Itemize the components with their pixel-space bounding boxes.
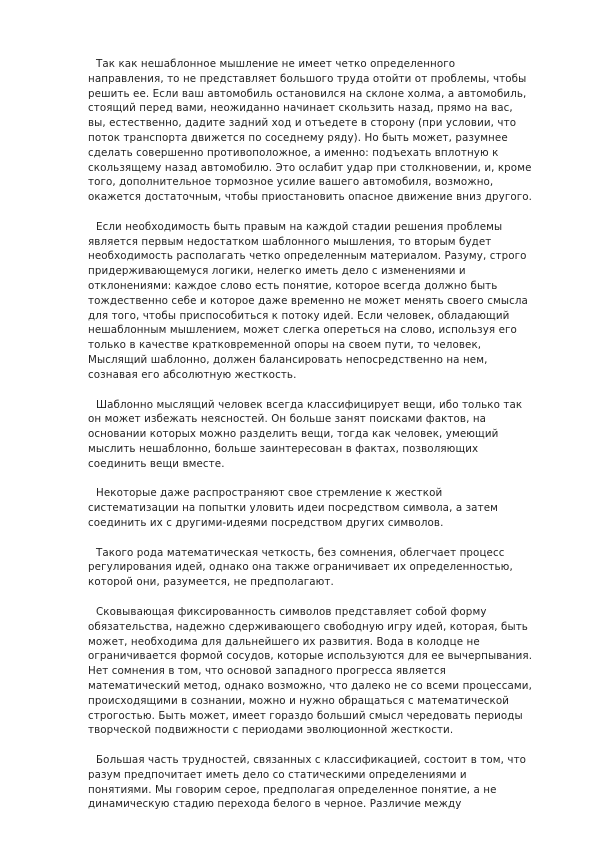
text-line: Сковывающая фиксированность символов представляет собой форму <box>96 605 487 618</box>
text-line: мыслить нешаблонно, больше заинтересован в фактах, позволяющих <box>88 442 479 455</box>
text-line: происходящими в сознании, можно и нужно обращаться с математической <box>88 694 510 707</box>
text-line: которой они, разумеется, не предполагают. <box>88 576 334 589</box>
paragraph <box>88 57 553 205</box>
text-line: является первым недостатком шаблонного мышления, то вторым будет <box>88 235 492 248</box>
text-line: сознавая его абсолютную жесткость. <box>88 368 297 381</box>
text-line: Некоторые даже распространяют свое стремление к жесткой <box>96 487 443 500</box>
text-line: ограничивается формой сосудов, которые используются для ее вычерпывания. <box>88 650 533 663</box>
text-line: отклонениями: каждое слово есть понятие, которое всегда должно быть <box>88 280 498 293</box>
text-line: Если необходимость быть правым на каждой стадии решения проблемы <box>96 220 503 233</box>
paragraph <box>88 220 553 383</box>
text-line: сделать совершенно противоположное, а именно: подъехать вплотную к <box>88 146 499 159</box>
text-line: Нет сомнения в том, что основой западного прогресса является <box>88 665 446 678</box>
text-line: только в качестве кратковременной опоры на своем пути, то человек, <box>88 339 482 352</box>
text-line: того, дополнительное тормозное усилие вашего автомобиля, возможно, <box>88 176 494 189</box>
text-line: разум предпочитает иметь дело со статическими определениями и <box>88 768 467 781</box>
paragraph <box>88 546 553 590</box>
text-line: решить ее. Если ваш автомобиль остановился на склоне холма, а автомобиль, <box>88 87 527 100</box>
text-line: систематизации на попытки уловить идеи посредством символа, а затем <box>88 502 498 515</box>
text-line: Такого рода математическая четкость, без сомнения, облегчает процесс <box>96 546 505 559</box>
text-line: Мыслящий шаблонно, должен балансировать непосредственно на нем, <box>88 354 488 367</box>
text-line: может, необходима для дальнейшего их развития. Вода в колодце не <box>88 635 480 648</box>
paragraph <box>88 398 553 472</box>
text-line: понятиями. Мы говорим серое, предполагая определенное понятие, а не <box>88 783 497 796</box>
text-line: окажется достаточным, чтобы приостановить опасное движение вниз другого. <box>88 191 533 204</box>
text-line: нешаблонным мышлением, может слегка опереться на слово, используя его <box>88 324 517 337</box>
text-line: соединить вещи вместе. <box>88 457 225 470</box>
paragraph <box>88 486 553 530</box>
text-line: строгостью. Быть может, имеет гораздо больший смысл чередовать периоды <box>88 709 523 722</box>
text-line: математический метод, однако возможно, что далеко не со всеми процессами, <box>88 679 532 692</box>
text-line: скользящему назад автомобилю. Это ослабит удар при столкновении, и, кроме <box>88 161 532 174</box>
text-line: стоящий перед вами, неожиданно начинает скользить назад, прямо на вас, <box>88 102 513 115</box>
paragraph <box>88 753 553 812</box>
text-line: творческой подвижности с периодами эволюционной жесткости. <box>88 724 454 737</box>
paragraph <box>88 605 553 738</box>
body-text <box>88 57 553 827</box>
text-line: соединить их с другими-идеями посредством других символов. <box>88 516 444 529</box>
text-line: необходимость располагать четко определенным материалом. Разуму, строго <box>88 250 527 263</box>
text-line: вы, естественно, дадите задний ход и отъедете в сторону (при условии, что <box>88 117 517 130</box>
text-line: обязательства, надежно сдерживающего свободную игру идей, которая, быть <box>88 620 528 633</box>
text-line: придерживающемуся логики, нелегко иметь дело с изменениями и <box>88 265 466 278</box>
text-line: направления, то не представляет большого труда отойти от проблемы, чтобы <box>88 72 527 85</box>
text-line: Шаблонно мыслящий человек всегда классифицирует вещи, ибо только так <box>96 398 523 411</box>
text-line: тождественно себе и которое даже временно не может менять своего смысла <box>88 294 528 307</box>
text-line: Так как нешаблонное мышление не имеет четко определенного <box>96 58 456 70</box>
text-line: Большая часть трудностей, связанных с классификацией, состоит в том, что <box>96 754 527 767</box>
text-line: он может избежать неясностей. Он больше занят поисками фактов, на <box>88 413 487 426</box>
text-line: динамическую стадию перехода белого в черное. Различие между <box>88 798 462 811</box>
text-line: для того, чтобы приспособиться к потоку идей. Если человек, обладающий <box>88 309 510 322</box>
text-line: поток транспорта движется по соседнему ряду). Но быть может, разумнее <box>88 131 508 144</box>
text-line: основании которых можно разделить вещи, тогда как человек, умеющий <box>88 428 499 441</box>
text-line: регулирования идей, однако она также ограничивает их определенностью, <box>88 561 513 574</box>
